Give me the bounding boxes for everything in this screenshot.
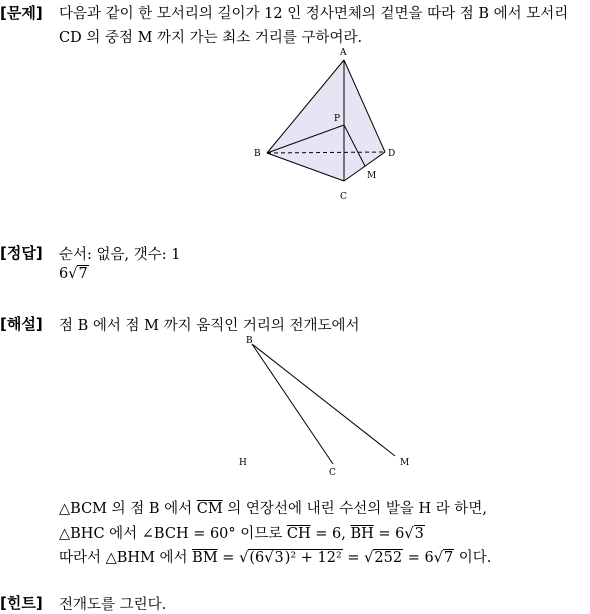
- sqrt-7: √7: [433, 550, 454, 566]
- answer-sqrt: √7: [68, 266, 88, 282]
- segment-ch: $\overline{CH}$: [286, 526, 311, 542]
- solution-intro: 점 B 에서 점 M 까지 움직인 거리의 전개도에서: [59, 318, 360, 334]
- label-d: D: [388, 149, 396, 159]
- segment-bh: $\overline{BH}$: [350, 526, 374, 542]
- answer-line-1: 순서: 없음, 갯수: 1: [59, 247, 181, 263]
- label-h: H: [239, 458, 247, 468]
- net-figure: [230, 332, 420, 477]
- problem-tag: [문제]: [0, 4, 43, 22]
- label-p: P: [334, 114, 341, 124]
- segment-bc: [252, 344, 333, 464]
- solution-line-3: 따라서 △BHM 에서 $\overline{BM} = √(6√3)^2 + 12^2 = √252 = 6√7$ 이다.: [59, 550, 492, 566]
- hint-text: 전개도를 그린다.: [59, 597, 167, 613]
- tetrahedron-figure: [240, 40, 410, 210]
- sqrt-3: √3: [404, 526, 424, 542]
- hint-tag: [힌트]: [0, 594, 43, 612]
- sqrt-sum: √(6√3)² + 12²: [239, 550, 342, 566]
- label-b: B: [254, 149, 261, 159]
- label-c: C: [340, 192, 347, 202]
- answer-coef: 6: [59, 266, 69, 282]
- problem-line-1: 다음과 같이 한 모서리의 길이가 12 인 정사면체의 겉면을 따라 점 B 에서 모서리: [59, 6, 569, 22]
- label-a: A: [340, 48, 347, 58]
- answer-value: [59, 266, 89, 282]
- tetrahedron-face-fill: [267, 60, 385, 181]
- solution-line-2: △BHC 에서 ∠BCH = 60° 이므로 $\overline{CH} = 6$, $\overline{BH} = 6√3$: [59, 526, 424, 542]
- sqrt-252: √252: [364, 550, 403, 566]
- segment-bm: [252, 344, 395, 456]
- label-m: M: [367, 171, 377, 181]
- segment-cm: $\overline{CM}$: [196, 501, 223, 517]
- segment-bm-text: $\overline{BM}$: [192, 550, 218, 566]
- label-m: M: [400, 458, 410, 468]
- answer-tag: [정답]: [0, 244, 43, 262]
- answer-radicand: 7: [78, 266, 88, 282]
- label-c: C: [329, 468, 336, 477]
- label-b: B: [246, 336, 253, 346]
- solution-tag: [해설]: [0, 315, 43, 333]
- solution-line-1: △BCM 의 점 B 에서 $\overline{CM}$ 의 연장선에 내린 수선의 발을 H 라 하면,: [59, 501, 487, 517]
- problem-line-2: CD 의 중점 M 까지 가는 최소 거리를 구하여라.: [59, 30, 363, 46]
